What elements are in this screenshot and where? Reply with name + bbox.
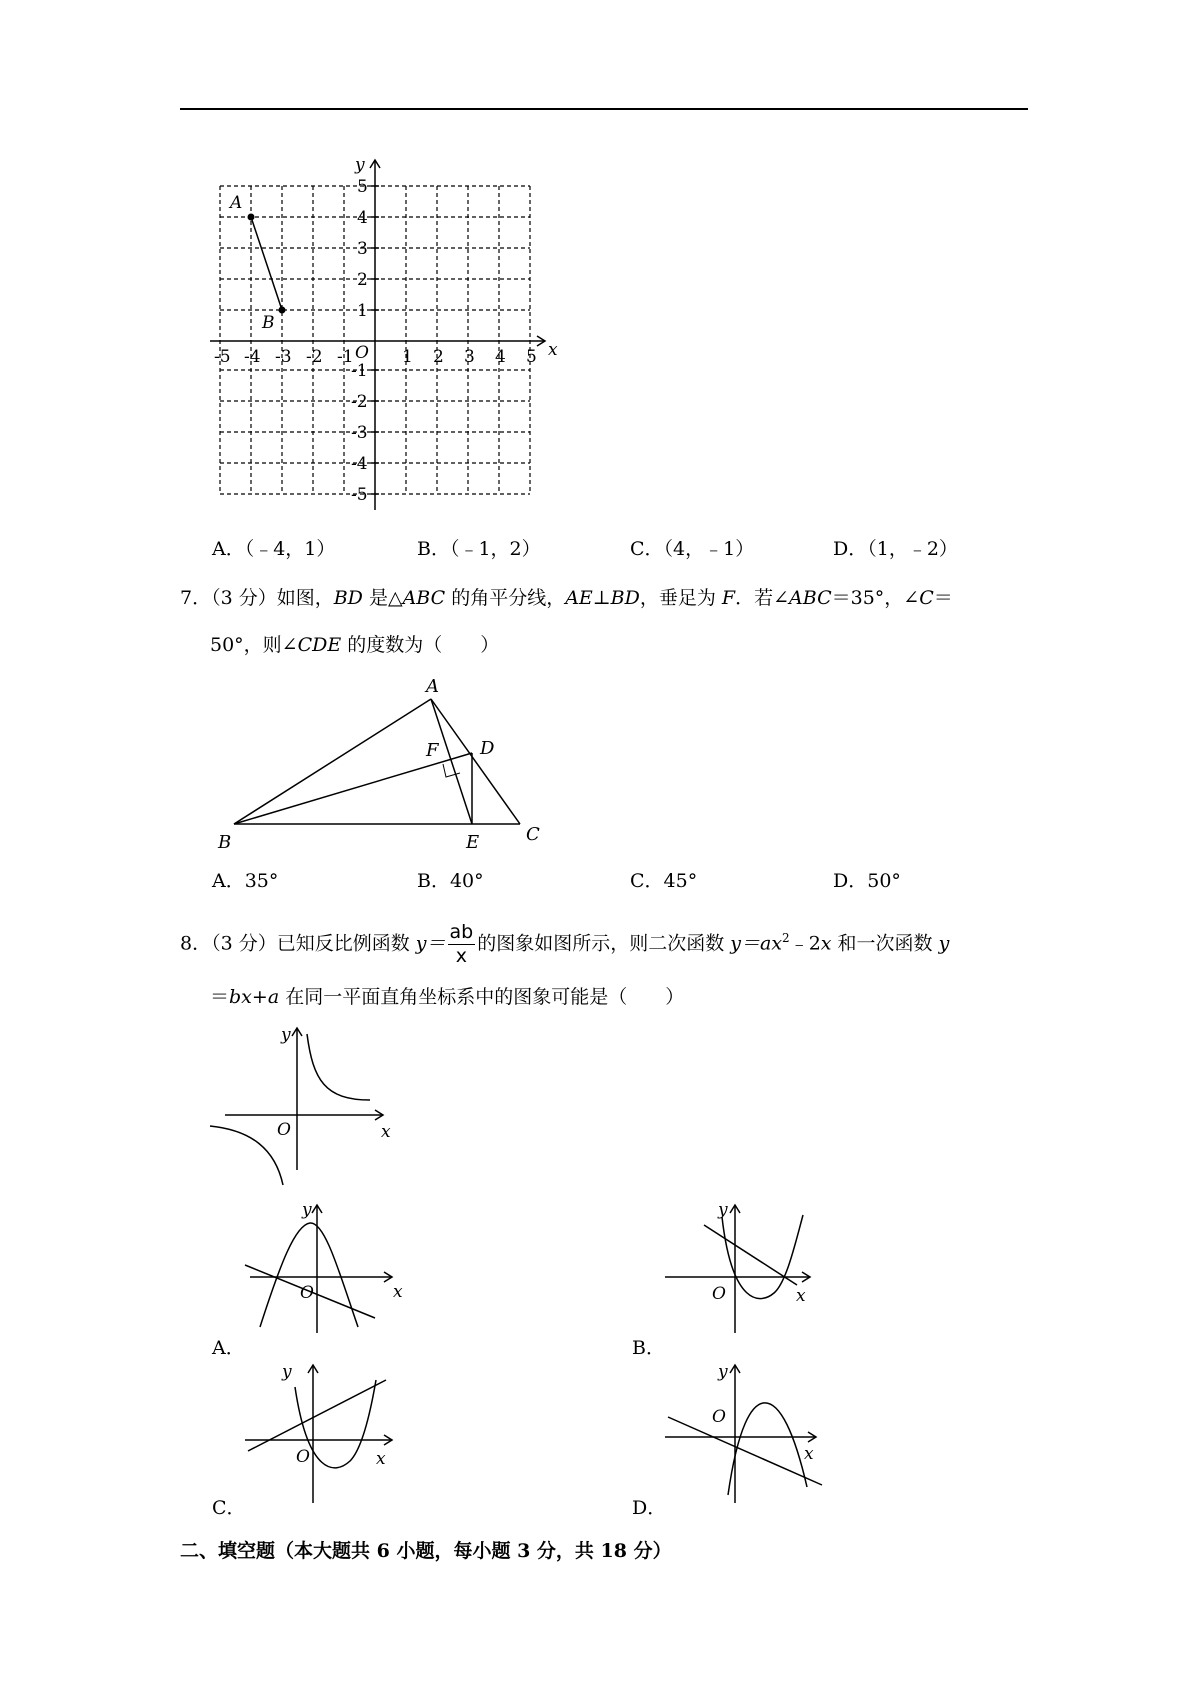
q8-option-c-graph — [240, 1355, 410, 1505]
section-2-heading: 二、填空题（本大题共 6 小题，每小题 3 分，共 18 分） — [180, 1540, 672, 1562]
x-tick-label: 2 — [433, 347, 444, 367]
x-tick-label: -1 — [337, 347, 354, 367]
x-tick-label: -5 — [214, 347, 231, 367]
fraction-ab-over-x: $\frac{ab}{x}$ — [449, 920, 474, 967]
q8-hyperbola-graph — [205, 1020, 405, 1190]
y-tick-label: -2 — [351, 392, 368, 412]
x-axis-label: x — [393, 1282, 403, 1302]
point-a-label: A — [230, 193, 243, 213]
y-tick-label: 1 — [357, 301, 368, 321]
y-axis-label: y — [302, 1200, 312, 1220]
q8-question-line2: ＝bx+a 在同一平面直角坐标系中的图象可能是（ ） — [210, 986, 685, 1008]
origin-label: O — [300, 1283, 314, 1303]
segment-bd — [234, 753, 472, 824]
vertex-d-label: D — [480, 738, 495, 759]
vertex-a-label: A — [426, 676, 439, 697]
q7-triangle-figure — [210, 670, 560, 850]
y-tick-label: 3 — [357, 239, 368, 259]
parabola — [260, 1223, 358, 1327]
right-angle-mark — [443, 764, 460, 777]
y-tick-label: 5 — [357, 177, 368, 197]
y-axis-label: y — [718, 1200, 728, 1220]
x-tick-label: 1 — [402, 347, 413, 367]
origin-label: O — [277, 1120, 291, 1140]
q8-question-line1: 8．（3 分）已知反比例函数 y＝ $\frac{ab}{x}$ 的图象如图所示，则二次函数 $y=ax^2﹣2x$ 和一次函数 y — [180, 920, 950, 967]
x-axis-label: x — [381, 1122, 391, 1142]
q8-option-d: D． — [632, 1497, 667, 1519]
line — [704, 1225, 797, 1285]
q7-option-d: D．50° — [833, 870, 901, 892]
point-a — [248, 214, 255, 221]
x-axis-label: x — [804, 1444, 814, 1464]
y-tick-label: 2 — [357, 270, 368, 290]
origin-label: O — [355, 343, 369, 363]
x-tick-label: 4 — [495, 347, 506, 367]
q7-option-c: C．45° — [630, 870, 698, 892]
line — [668, 1417, 822, 1485]
vertex-f-label: F — [426, 740, 439, 761]
point-b-label: B — [262, 313, 275, 333]
point-b — [279, 307, 286, 314]
q7-option-a: A．35° — [212, 870, 279, 892]
vertex-b-label: B — [218, 832, 232, 850]
vertex-e-label: E — [466, 832, 480, 850]
segment-ae — [431, 699, 472, 824]
y-tick-label: -4 — [351, 454, 368, 474]
x-axis-label: x — [548, 340, 558, 360]
q8-option-d-graph — [660, 1355, 830, 1505]
q8-option-b: B． — [632, 1337, 665, 1359]
q8-option-c: C． — [212, 1497, 246, 1519]
parabola — [722, 1215, 803, 1299]
q6-option-b: B．（﹣1，2） — [417, 538, 541, 560]
hyperbola-branch-first — [307, 1034, 370, 1100]
y-axis-label: y — [355, 155, 365, 175]
x-axis-label: x — [376, 1449, 386, 1469]
q6-coordinate-grid — [200, 150, 560, 520]
y-tick-label: -5 — [351, 485, 368, 505]
q8-option-b-graph — [660, 1195, 830, 1335]
side-ab — [234, 699, 431, 824]
q6-option-a: A．（﹣4，1） — [212, 538, 336, 560]
origin-label: O — [296, 1447, 310, 1467]
y-axis-label: y — [718, 1362, 728, 1382]
y-tick-label: -3 — [351, 423, 368, 443]
q7-question-line2: 50°，则∠CDE 的度数为（ ） — [210, 634, 500, 656]
y-tick-label: 4 — [357, 208, 368, 228]
q8-option-a-graph — [240, 1195, 410, 1335]
q7-option-b: B．40° — [417, 870, 484, 892]
x-tick-label: -3 — [275, 347, 292, 367]
origin-label: O — [712, 1407, 726, 1427]
vertex-c-label: C — [526, 824, 540, 845]
y-axis-label: y — [281, 1025, 291, 1045]
x-axis-label: x — [796, 1286, 806, 1306]
q8-option-a: A． — [212, 1337, 245, 1359]
q6-option-c: C．（4，﹣1） — [630, 538, 755, 560]
x-tick-label: -2 — [306, 347, 323, 367]
header-rule — [180, 108, 1028, 110]
q7-question-line1: 7．（3 分）如图，BD 是△ABC 的角平分线，AE⊥BD，垂足为 F．若∠ABC＝35°，∠C＝ — [180, 587, 953, 609]
y-axis-label: y — [282, 1362, 292, 1382]
y-tick-label: -1 — [351, 361, 368, 381]
x-tick-label: 5 — [526, 347, 537, 367]
x-tick-label: -4 — [244, 347, 261, 367]
segment-ab — [251, 217, 282, 310]
q6-option-d: D．（1，﹣2） — [833, 538, 958, 560]
x-tick-label: 3 — [464, 347, 475, 367]
hyperbola-branch-third — [210, 1126, 283, 1185]
origin-label: O — [712, 1284, 726, 1304]
